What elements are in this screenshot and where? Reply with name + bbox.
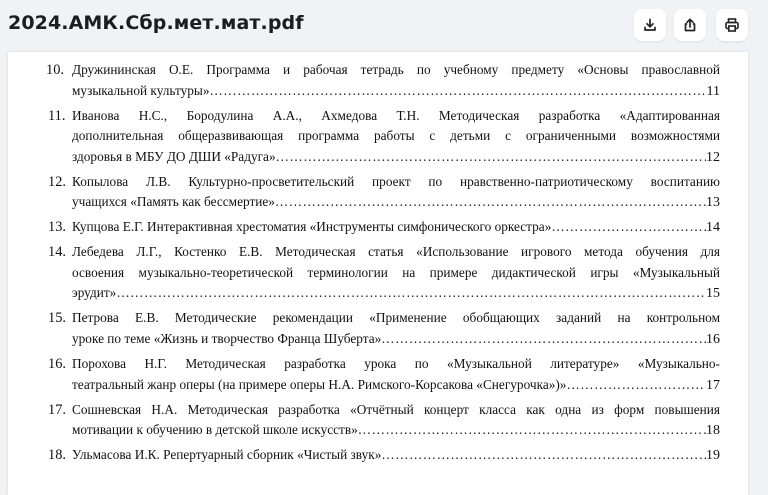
- top-bar: [0, 0, 768, 52]
- toc-page-number: 14: [706, 220, 720, 236]
- pdf-page: [8, 52, 748, 495]
- dot-leader: [275, 192, 706, 213]
- toc-entry-text: Лебедева Л.Г., Костенко Е.В. Методическая статья «Использование игрового метода обучения для: [72, 244, 720, 260]
- toc-entry-text: уроке по теме «Жизнь и творчество Франца Шуберта»: [72, 330, 382, 346]
- toc-page-number: 12: [706, 149, 720, 165]
- toc-entry[interactable]: [48, 308, 720, 350]
- toc-page-number: 17: [706, 377, 720, 393]
- toc-page-number: 13: [706, 195, 720, 211]
- toc-entry[interactable]: [48, 354, 720, 396]
- toc-entry-text: здоровья в МБУ ДО ДШИ «Радуга»: [72, 148, 276, 164]
- download-button[interactable]: [634, 9, 666, 41]
- toc-entry-last-line: [72, 147, 720, 169]
- toc-entry-last-line: [72, 81, 720, 103]
- document-title: 2024.АМК.Сбр.мет.мат.pdf: [8, 12, 304, 34]
- toc-entry[interactable]: [48, 106, 720, 169]
- toc-page-number: 15: [706, 286, 720, 302]
- toc-entry-last-line: [72, 445, 720, 467]
- toc-entry[interactable]: [48, 445, 720, 467]
- toc-entry-text: театральный жанр оперы (на примере оперы Н.А. Римского-Корсакова «Снегурочка»)»: [72, 376, 567, 392]
- dot-leader: [551, 217, 706, 238]
- toc-entry-last-line: [72, 420, 720, 442]
- toc-entry-text: Петрова Е.В. Методические рекомендации «Применение обобщающих заданий на контрольном: [72, 310, 720, 326]
- share-button[interactable]: [674, 9, 706, 41]
- toc-entry[interactable]: [48, 60, 720, 102]
- toc-entry-last-line: [72, 192, 720, 214]
- toc-entry-number: 17.: [48, 401, 66, 418]
- print-button[interactable]: [716, 9, 748, 41]
- toc-entry-number: 15.: [48, 310, 66, 327]
- toc-entry[interactable]: [48, 217, 720, 239]
- toc-entry-text: Копылова Л.В. Культурно-просветительский проект по нравственно-патриотическому воспитанию: [72, 173, 720, 189]
- toc-page-number: 19: [706, 448, 720, 464]
- toc-entry-number: 18.: [48, 447, 66, 464]
- toc-page-number: 11: [706, 83, 720, 99]
- toc-entry-number: 12.: [48, 173, 66, 190]
- dot-leader: [381, 445, 706, 466]
- download-icon: [642, 17, 658, 33]
- toc-entry-text: освоения музыкально-теоретической терминологии на примере дидактической игры «Музыкальный: [72, 264, 720, 280]
- dot-leader: [116, 283, 706, 304]
- toc-entry-text: Ульмасова И.К. Репертуарный сборник «Чистый звук»: [72, 447, 382, 463]
- dot-leader: [358, 420, 706, 441]
- toc-page-number: 18: [706, 423, 720, 439]
- print-icon: [724, 17, 740, 33]
- toc-entry-last-line: [72, 375, 720, 397]
- toc-page-number: 16: [706, 331, 720, 347]
- toc-entry-number: 10.: [46, 62, 64, 78]
- toc-entry-last-line: [72, 283, 720, 305]
- toc-entry-text: Дружининская О.Е. Программа и рабочая тетрадь по учебному предмету «Основы православной: [72, 62, 720, 77]
- toc-entry-text: Купцова Е.Г. Интерактивная хрестоматия «Инструменты симфонического оркестра»: [72, 219, 552, 235]
- toc-entry[interactable]: [48, 172, 720, 214]
- toc-entry-text: Порохова Н.Г. Методическая разработка урока по «Музыкальной литературе» «Музыкально-: [72, 356, 720, 372]
- share-icon: [682, 17, 698, 33]
- dot-leader: [566, 375, 706, 396]
- dot-leader: [276, 147, 706, 168]
- toc-entry-last-line: [72, 329, 720, 351]
- toc-entry-number: 16.: [48, 356, 66, 373]
- toc-entry[interactable]: [48, 400, 720, 442]
- dot-leader: [381, 329, 706, 350]
- toc-entry-number: 14.: [48, 244, 66, 261]
- toc-entry-text: эрудит»: [72, 285, 117, 301]
- toc-entry-text: Сошневская Н.А. Методическая разработка «Отчётный концерт класса как одна из форм повышения: [72, 401, 720, 417]
- toc-entry-text: Иванова Н.С., Бородулина А.А., Ахмедова Т.Н. Методическая разработка «Адаптированная: [72, 107, 720, 123]
- toc-entry-text: музыкальной культуры»: [72, 82, 210, 98]
- toc-entry-text: учащихся «Память как бессмертие»: [72, 194, 275, 210]
- toc-entry-number: 11.: [48, 107, 66, 124]
- toc-entry-text: дополнительная общеразвивающая программа работы с детьми с ограниченными возможностями: [72, 128, 720, 144]
- toc-entry-number: 13.: [48, 219, 66, 236]
- toc-entry-last-line: [72, 217, 720, 239]
- toc-entry-text: мотивации к обучению в детской школе искусств»: [72, 422, 358, 438]
- toc-entry[interactable]: [48, 242, 720, 305]
- table-of-contents: [48, 60, 720, 470]
- dot-leader: [209, 81, 706, 102]
